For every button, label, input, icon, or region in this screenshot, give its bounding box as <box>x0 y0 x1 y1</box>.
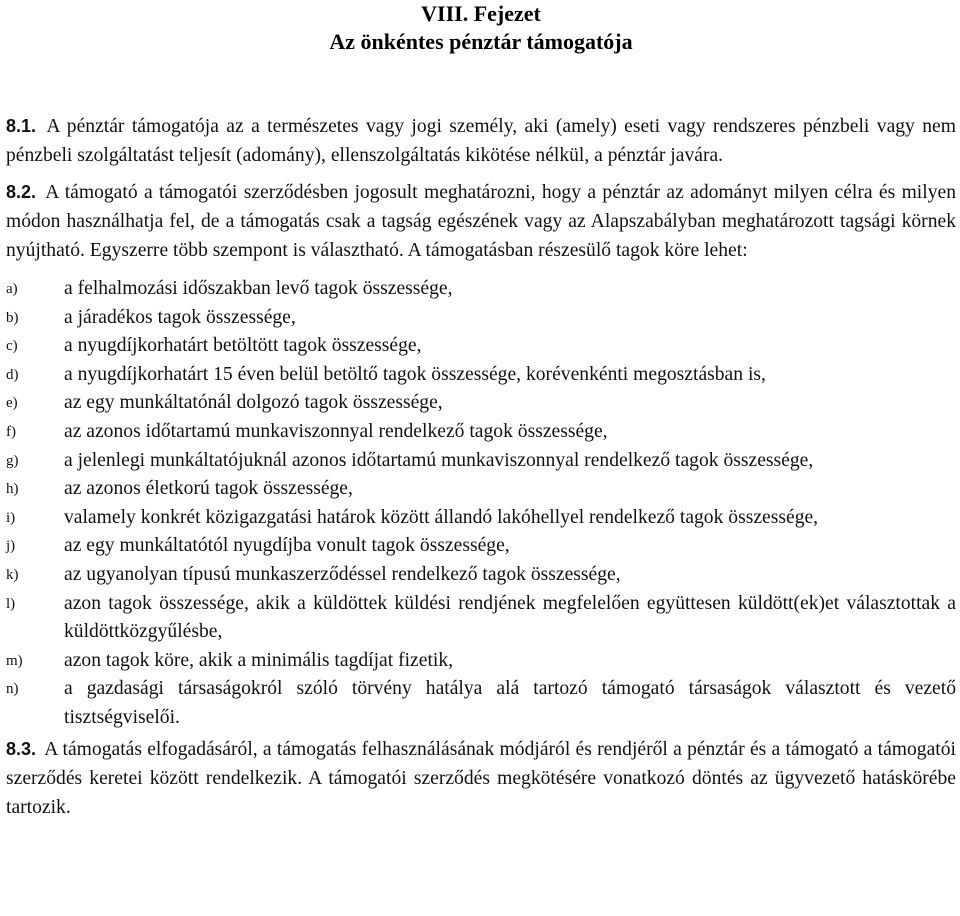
list-item-text: a gazdasági társaságokról szóló törvény hatálya alá tartozó támogató társaságok választott és vezető tisztségviselői. <box>64 678 956 728</box>
list-item-text: az egy munkáltatónál dolgozó tagok összessége, <box>64 392 443 414</box>
list-item-text: a nyugdíjkorhatárt 15 éven belül betöltő tagok összessége, korévenkénti megosztásban is, <box>64 363 766 385</box>
list-item-label: g) <box>6 452 19 469</box>
section-8-3 <box>6 735 956 822</box>
list-item-label: m) <box>6 652 23 669</box>
list-item <box>6 590 956 647</box>
list-item-label: c) <box>6 338 18 355</box>
chapter-title: VIII. Fejezet <box>421 1 541 26</box>
list-item <box>6 561 956 590</box>
list-item <box>6 418 956 447</box>
list-item <box>6 332 956 361</box>
list-item-text: valamely konkrét közigazgatási határok között állandó lakóhellyel rendelkező tagok összessége, <box>64 506 819 528</box>
section-8-1 <box>6 112 956 170</box>
list-item-text: a járadékos tagok összessége, <box>64 306 296 328</box>
list-item-text: az egy munkáltatótól nyugdíjba vonult tagok összessége, <box>64 535 510 557</box>
chapter-subtitle: Az önkéntes pénztár támogatója <box>329 29 633 54</box>
list-item <box>6 389 956 418</box>
list-item <box>6 647 956 676</box>
list-item-label: e) <box>6 395 18 412</box>
list-item <box>6 475 956 504</box>
list-item <box>6 447 956 476</box>
list-item-label: a) <box>6 281 18 297</box>
document-page <box>6 0 956 822</box>
section-number: 8.3. <box>6 738 37 759</box>
list-item <box>6 532 956 561</box>
list-item <box>6 304 956 333</box>
list-item-label: b) <box>6 309 19 326</box>
list-item <box>6 504 956 533</box>
list-item <box>6 675 956 732</box>
list-item-text: az azonos életkorú tagok összessége, <box>64 478 353 500</box>
section-text: A támogatás elfogadásáról, a támogatás felhasználásának módjáról és rendjéről a pénztár és a támogató a támogatói szerződés keretei között rendelkezik. A támogatói szerződés megkötésére vonatkozó döntés az ügyvezető hatáskörébe tartozik. <box>6 738 956 818</box>
list-item-text: az ugyanolyan típusú munkaszerződéssel rendelkező tagok összessége, <box>64 563 621 585</box>
list-item-text: azon tagok összessége, akik a küldöttek küldési rendjének megfelelően együttesen küldött(ek)et választottak a küldöttközgyűlésbe, <box>64 592 956 643</box>
section-8-2 <box>6 178 956 265</box>
list-item-label: l) <box>6 595 16 612</box>
list-item-label: i) <box>6 509 16 526</box>
section-number: 8.1. <box>6 116 37 136</box>
list-item-label: h) <box>6 481 19 498</box>
member-group-list <box>6 275 956 733</box>
list-item-text: a felhalmozási időszakban levő tagok összessége, <box>64 278 453 299</box>
section-text: A támogató a támogatói szerződésben jogosult meghatározni, hogy a pénztár az adományt milyen célra és milyen módon használhatja fel, de a támogatás csak a tagság egészének vagy az Alapszabályban meghatározott tagsági körnek nyújtható. Egyszerre több szempont is választható. A támogatásban részesülő tagok köre lehet: <box>6 182 956 261</box>
list-item-label: j) <box>6 538 16 555</box>
list-item-text: azon tagok köre, akik a minimális tagdíjat fizetik, <box>64 649 454 671</box>
list-item <box>6 361 956 390</box>
list-item <box>6 275 956 304</box>
list-item-label: k) <box>6 566 19 583</box>
list-item-label: f) <box>6 423 16 440</box>
section-number: 8.2. <box>6 182 37 202</box>
list-item-text: a nyugdíjkorhatárt betöltött tagok összessége, <box>64 335 422 357</box>
list-item-text: a jelenlegi munkáltatójuknál azonos időtartamú munkaviszonnyal rendelkező tagok összessége, <box>64 449 814 471</box>
section-text: A pénztár támogatója az a természetes vagy jogi személy, aki (amely) eseti vagy rendszeres pénzbeli vagy nem pénzbeli szolgáltatást teljesít (adomány), ellenszolgáltatás kikötése nélkül, a pénztár javára. <box>6 116 956 166</box>
list-item-label: d) <box>6 366 19 383</box>
list-item-label: n) <box>6 681 19 698</box>
list-item-text: az azonos időtartamú munkaviszonnyal rendelkező tagok összessége, <box>64 420 608 442</box>
